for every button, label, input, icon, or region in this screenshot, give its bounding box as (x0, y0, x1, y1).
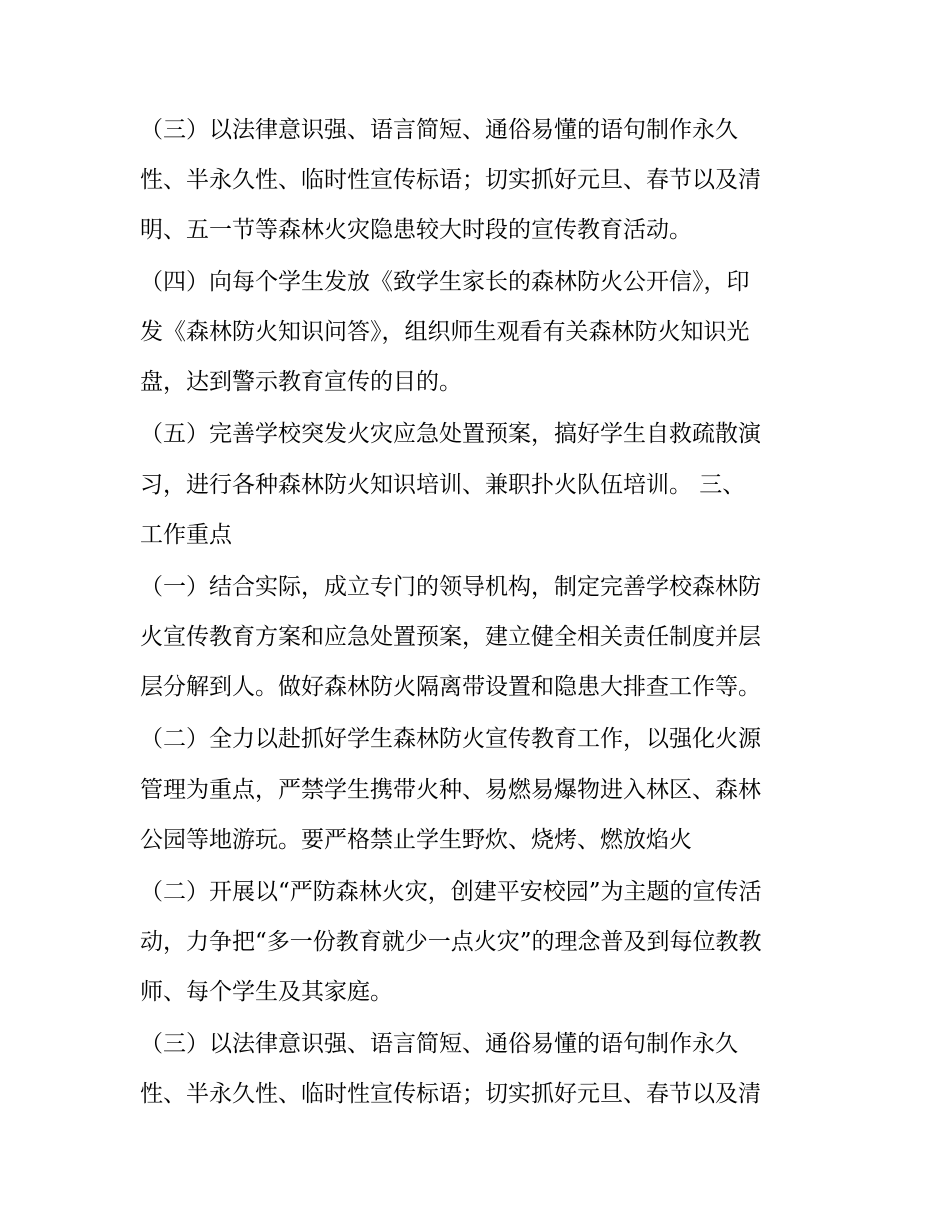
text-line: 盘，达到警示教育宣传的目的。 (140, 369, 462, 395)
text-line: 明、五一节等森林火灾隐患较大时段的宣传教育活动。 (140, 217, 692, 243)
text-line: 管理为重点，严禁学生携带火种、易燃易爆物进入林区、森林 (140, 777, 761, 803)
text-line: （三）以法律意识强、语言简短、通俗易懂的语句制作永久 (140, 1031, 738, 1057)
text-line: 火宣传教育方案和应急处置预案，建立健全相关责任制度并层 (140, 624, 761, 650)
text-line: 性、半永久性、临时性宣传标语；切实抓好元旦、春节以及清 (140, 1081, 761, 1107)
text-line: （二）开展以“严防森林火灾，创建平安校园”为主题的宣传活 (140, 879, 762, 905)
text-line: （二）全力以赴抓好学生森林防火宣传教育工作，以强化火源 (140, 726, 761, 752)
text-line: 发《森林防火知识问答》，组织师生观看有关森林防火知识光 (140, 319, 750, 345)
text-line: 层分解到人。做好森林防火隔离带设置和隐患大排查工作等。 (140, 674, 761, 700)
text-line: 公园等地游玩。要严格禁止学生野炊、烧烤、燃放焰火 (140, 827, 692, 853)
text-line: 师、每个学生及其家庭。 (140, 979, 393, 1005)
text-line: （一）结合实际，成立专门的领导机构，制定完善学校森林防 (140, 574, 761, 600)
text-line: （四）向每个学生发放《致学生家长的森林防火公开信》，印 (140, 269, 750, 295)
text-line: （五）完善学校突发火灾应急处置预案，搞好学生自救疏散演 (140, 421, 761, 447)
text-line: 动，力争把“多一份教育就少一点火灾”的理念普及到每位教教 (140, 929, 762, 955)
text-line: 工作重点 (140, 522, 232, 548)
text-line: （三）以法律意识强、语言简短、通俗易懂的语句制作永久 (140, 117, 738, 143)
text-line: 习，进行各种森林防火知识培训、兼职扑火队伍培训。 三、 (140, 472, 746, 498)
text-line: 性、半永久性、临时性宣传标语；切实抓好元旦、春节以及清 (140, 167, 761, 193)
